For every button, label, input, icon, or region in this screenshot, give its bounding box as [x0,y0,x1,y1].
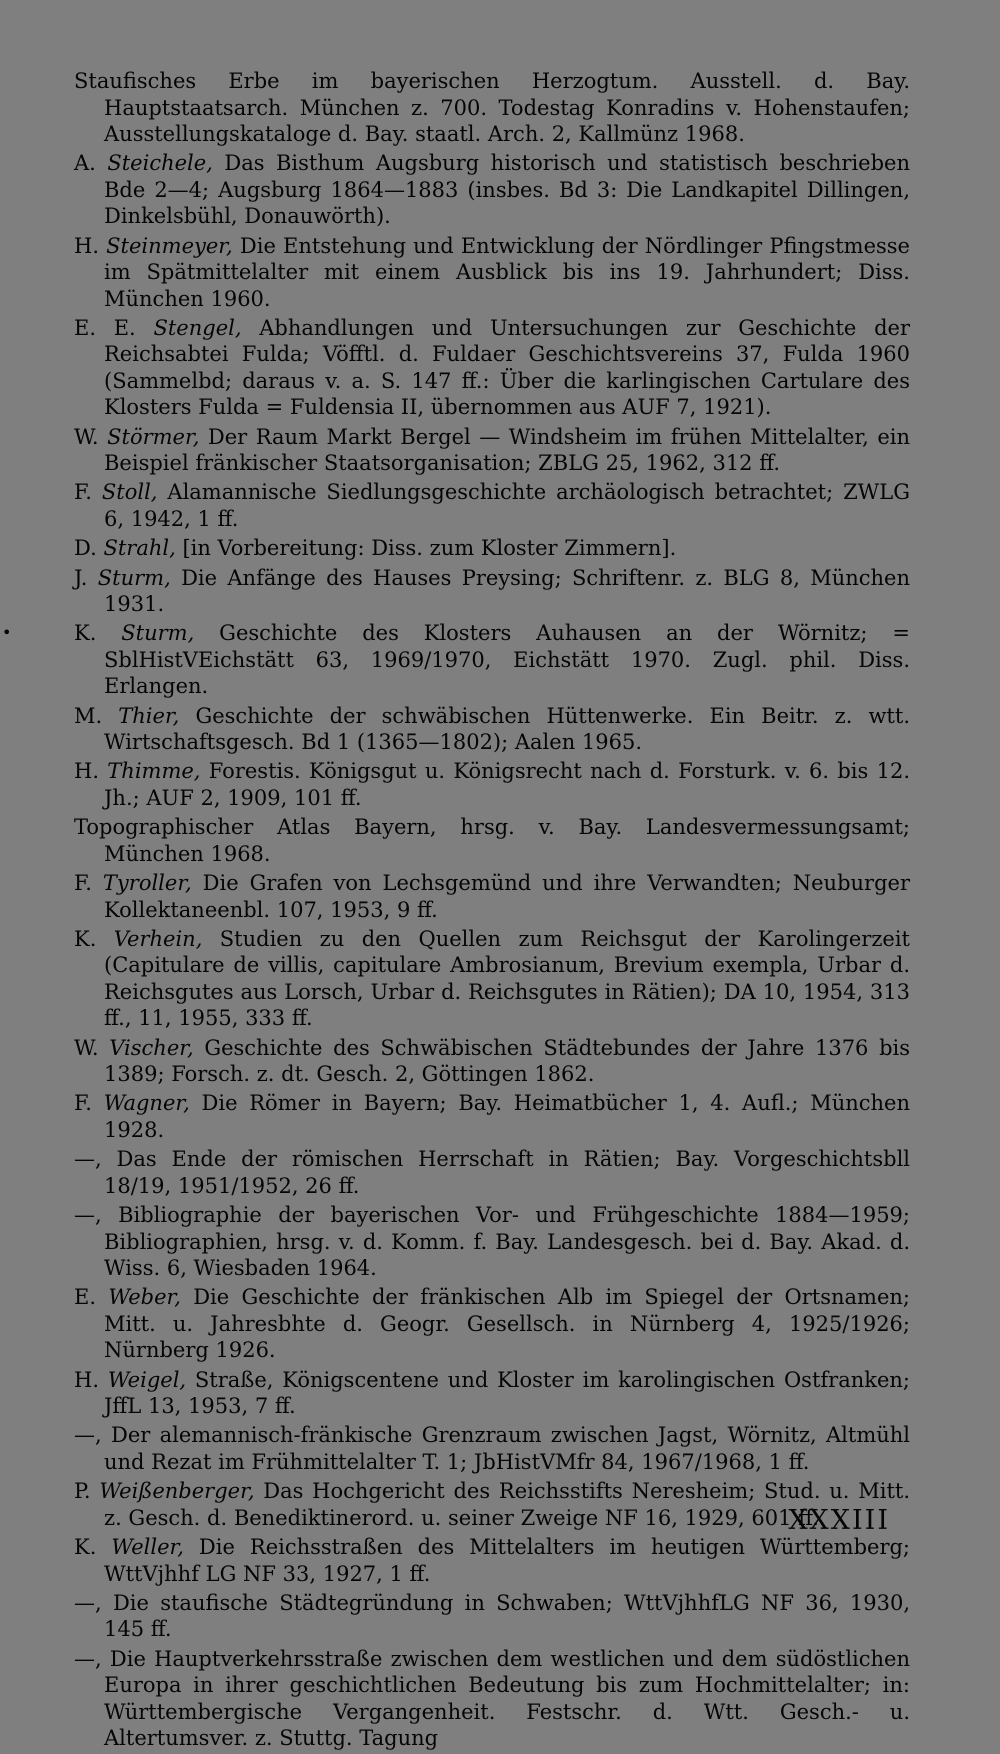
entry-initials: P. [74,1479,100,1504]
entry-text: Straße, Königscentene und Kloster im karolingischen Ostfranken; JffL 13, 1953, 7 ff. [104,1367,910,1419]
bibliography-list [2,68,911,1754]
bibliography-entry [74,1146,910,1199]
bibliography-entry [74,1646,910,1752]
bibliography-entry [74,315,910,421]
bibliography-entry [74,1422,910,1475]
entry-author: Wagner, [103,1091,190,1116]
entry-initials: A. [74,151,108,176]
entry-initials: E. [74,1285,109,1310]
entry-text: Abhandlungen und Untersuchungen zur Geschichte der Reichsabtei Fulda; Vöfftl. d. Fuldaer Geschichtsvereins 37, Fulda 1960 (Sammelbd; daraus v. a. S. 147 ff.: Über die karlingischen Cartulare des Klosters Fulda = Fuldensia II, übernommen aus AUF 7, 1921). [104,315,910,420]
entry-author: Strahl, [103,536,176,561]
entry-author: Verhein, [113,926,203,951]
entry-initials: W. [74,424,108,449]
entry-initials: —, [74,1203,119,1228]
bibliography-entry [74,479,910,532]
entry-initials: E. E. [74,315,154,340]
entry-text: Die Geschichte der fränkischen Alb im Spiegel der Ortsnamen; Mitt. u. Jahresbhte d. Geogr. Gesellsch. in Nürnberg 4, 1925/1926; Nürnberg 1926. [104,1285,910,1363]
entry-text: Staufisches Erbe im bayerischen Herzogtum. Ausstell. d. Bay. Hauptstaatsarch. München z. 700. Todestag Konradins v. Hohenstaufen; Ausstellungskataloge d. Bay. staatl. Arch. 2, Kallmünz 1968. [74,69,910,146]
entry-initials: H. [74,1367,108,1392]
entry-author: Thier, [118,703,180,728]
entry-text: Die staufische Städtegründung in Schwaben; WttVjhhfLG NF 36, 1930, 145 ff. [104,1590,910,1642]
entry-text: Die Hauptverkehrsstraße zwischen dem westlichen und dem südöstlichen Europa in ihrer geschichtlichen Bedeutung bis zum Hochmittelalter; in: Württembergische Vergangenheit. Festschr. d. Wtt. Gesch.- u. Altertumsver. z. Stuttg. Tagung [104,1646,910,1751]
entry-author: Weber, [108,1285,181,1310]
entry-initials: —, [74,1147,117,1172]
entry-author: Steichele, [107,151,213,176]
bibliography-entry [74,1534,910,1587]
entry-initials: —, [74,1646,110,1671]
entry-author: Stengel, [153,315,242,340]
entry-initials: M. [74,703,119,728]
entry-initials: F. [74,1091,104,1116]
page-number: XXXIII [788,1505,890,1536]
entry-text: Studien zu den Quellen zum Reichsgut der Karolingerzeit (Capitulare de villis, capitulare Ambrosianum, Brevium exempla, Urbar d. Reichsgutes aus Lorsch, Urbar d. Reichsgutes in Rätien); DA 10, 1954, 313 ff., 11, 1955, 333 ff. [104,926,910,1031]
bibliography-entry [74,1202,910,1282]
entry-author: Thimme, [107,759,201,784]
entry-text: Die Entstehung und Entwicklung der Nördlinger Pfingstmesse im Spätmittelalter mit einem Ausblick bis ins 19. Jahrhundert; Diss. München 1960. [104,233,910,311]
entry-text: Das Hochgericht des Reichsstifts Neresheim; Stud. u. Mitt. z. Gesch. d. Benediktinerord. u. seiner Zweige NF 16, 1929, 601 ff. [104,1479,910,1530]
entry-text: Geschichte des Schwäbischen Städtebundes der Jahre 1376 bis 1389; Forsch. z. dt. Gesch. 2, Göttingen 1862. [104,1035,911,1087]
bibliography-entry [74,814,910,867]
entry-initials: —, [74,1423,111,1448]
entry-text: Geschichte des Klosters Auhausen an der Wörnitz; = SblHistVEichstätt 63, 1969/1970, Eichstätt 1970. Zugl. phil. Diss. Erlangen. [104,621,910,699]
entry-author: Steinmeyer, [106,233,233,258]
entry-text: Alamannische Siedlungsgeschichte archäologisch betrachtet; ZWLG 6, 1942, 1 ff. [104,480,910,531]
entry-initials: F. [74,480,102,505]
entry-text: Geschichte der schwäbischen Hüttenwerke. Ein Beitr. z. wtt. Wirtschaftsgesch. Bd 1 (1365—1802); Aalen 1965. [104,703,910,755]
entry-initials: D. [74,536,104,561]
entry-author: Störmer, [107,424,200,449]
bibliography-entry [74,535,910,562]
bibliography-entry [74,565,910,618]
entry-author: Sturm, [121,621,195,646]
entry-text: Die Grafen von Lechsgemünd und ihre Verwandten; Neuburger Kollektaneenbl. 107, 1953, 9 ff. [104,871,910,922]
bibliography-entry [74,1035,910,1088]
bibliography-entry [74,1367,910,1420]
bibliography-entry [74,1590,910,1643]
entry-initials: —, [74,1590,113,1615]
bibliography-entry [74,150,910,230]
entry-text: [in Vorbereitung: Diss. zum Kloster Zimmern]. [175,536,677,561]
entry-text: Die Römer in Bayern; Bay. Heimatbücher 1, 4. Aufl.; München 1928. [104,1091,910,1142]
entry-text: Bibliographie der bayerischen Vor- und Frühgeschichte 1884—1959; Bibliographien, hrsg. v. d. Komm. f. Bay. Landesgesch. bei d. Bay. Akad. d. Wiss. 6, Wiesbaden 1964. [104,1203,910,1281]
entry-author: Stoll, [101,480,158,505]
entry-author: Weller, [111,1535,184,1560]
bibliography-entry [74,68,910,148]
entry-author: Tyroller, [102,871,192,896]
entry-text: Der Raum Markt Bergel — Windsheim im frühen Mittelalter, ein Beispiel fränkischer Staatsorganisation; ZBLG 25, 1962, 312 ff. [104,424,911,476]
entry-initials: H. [74,233,107,258]
bibliography-entry [74,1090,910,1143]
entry-initials: W. [74,1035,110,1060]
entry-text: Das Bisthum Augsburg historisch und statistisch beschrieben Bde 2—4; Augsburg 1864—1883 (insbes. Bd 3: Die Landkapitel Dillingen, Dinkelsbühl, Donauwörth). [104,151,910,229]
entry-initials: K. [74,1535,112,1560]
bibliography-entry [74,926,910,1032]
bibliography-entry: • K. Sturm, Geschichte des Klosters Auhausen an der Wörnitz; = SblHistVEichstätt 63, 1969/1970, Eichstätt 1970. Zugl. phil. Diss. Erlangen. [2,621,910,699]
bibliography-entry [74,1478,910,1531]
entry-initials: K. [74,621,122,646]
entry-initials: J. [74,565,98,590]
entry-text: Die Reichsstraßen des Mittelalters im heutigen Württemberg; WttVjhhf LG NF 33, 1927, 1 ff. [104,1535,910,1586]
entry-author: Sturm, [97,565,171,590]
bibliography-entry [74,703,910,756]
entry-author: Weigel, [107,1367,187,1392]
entry-author: Weißenberger, [99,1479,255,1504]
entry-text: Topographischer Atlas Bayern, hrsg. v. Bay. Landesvermessungsamt; München 1968. [74,815,910,866]
entry-text: Der alemannisch-fränkische Grenzraum zwischen Jagst, Wörnitz, Altmühl und Rezat im Frühmittelalter T. 1; JbHistVMfr 84, 1967/1968, 1 ff. [104,1423,911,1474]
entry-initials: H. [74,759,108,784]
bibliography-entry [74,870,910,923]
bibliography-entry [74,758,910,811]
entry-initials: K. [74,926,114,951]
entry-text: Die Anfänge des Hauses Preysing; Schriftenr. z. BLG 8, München 1931. [104,565,910,617]
bibliography-entry [74,424,910,477]
bibliography-entry [74,233,910,313]
entry-text: Forestis. Königsgut u. Königsrecht nach d. Forsturk. v. 6. bis 12. Jh.; AUF 2, 1909, 101 ff. [104,759,910,810]
entry-initials: F. [74,871,103,896]
entry-text: Das Ende der römischen Herrschaft in Rätien; Bay. Vorgeschichtsbll 18/19, 1951/1952, 26 ff. [104,1147,911,1198]
bibliography-entry [74,1284,910,1364]
entry-author: Vischer, [109,1035,194,1060]
